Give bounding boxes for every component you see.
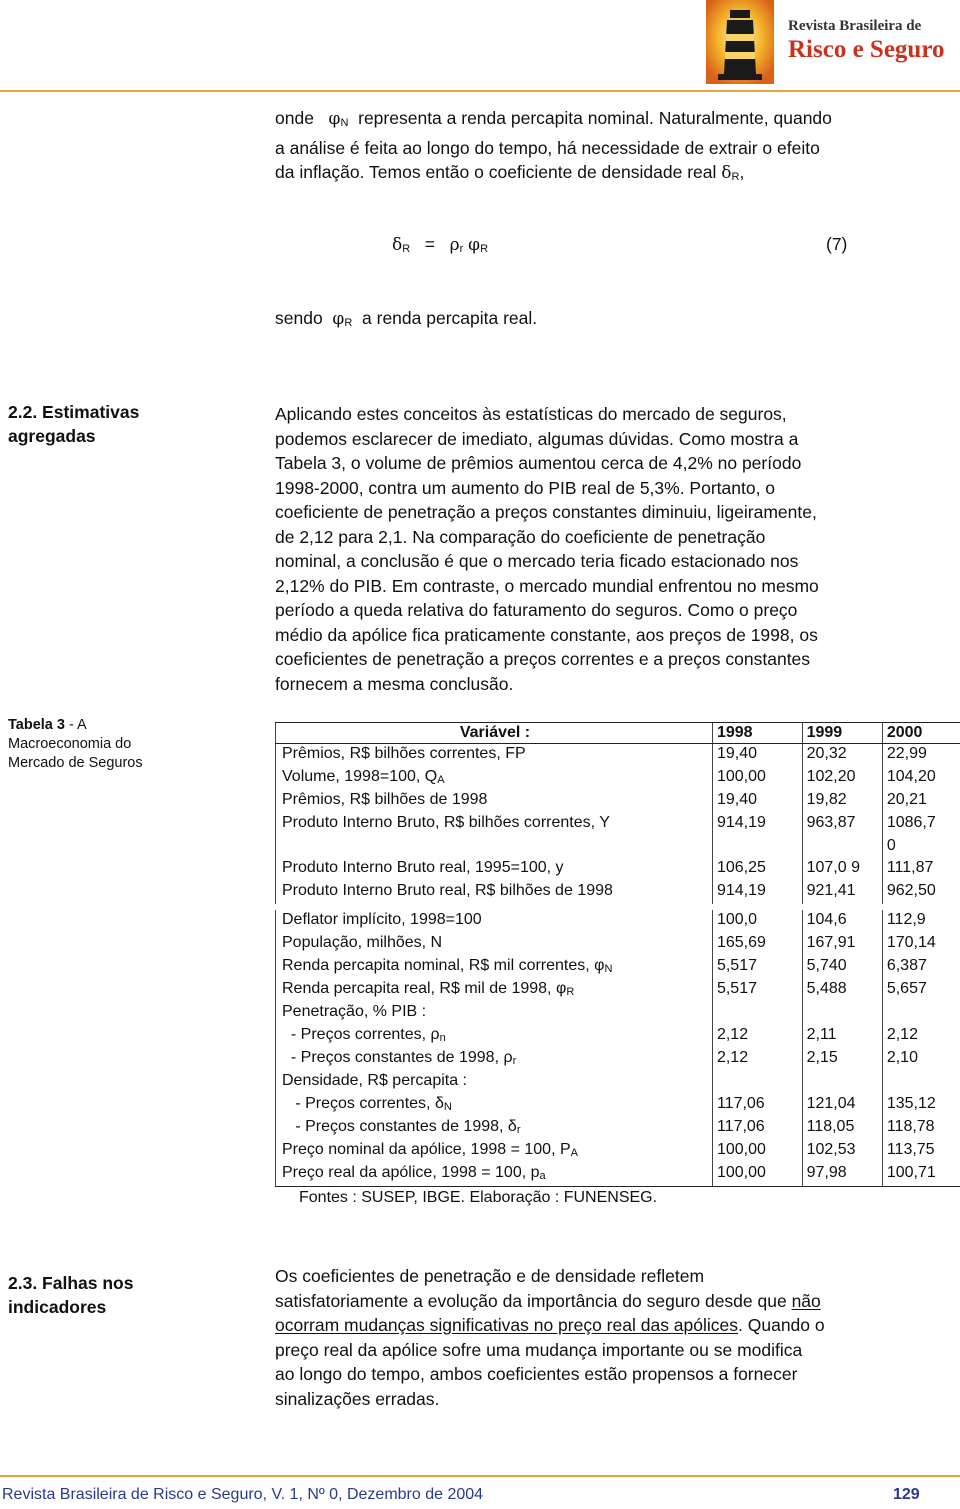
- row-value: [712, 881, 802, 904]
- row-value: [802, 858, 882, 881]
- cell-text: 104,6: [806, 911, 847, 928]
- row-value: [882, 956, 960, 979]
- row-label: [276, 1117, 713, 1140]
- cell-text: 118,78: [886, 1118, 935, 1135]
- row-value: [882, 836, 960, 858]
- journal-logo: [700, 0, 950, 84]
- row-label: [276, 1094, 713, 1117]
- subscript: N: [340, 117, 349, 129]
- cell-text: 170,14: [886, 934, 936, 951]
- cell-text: Volume, 1998=100, Q: [282, 768, 438, 785]
- row-label: [276, 1140, 713, 1163]
- body-line: Os coeficientes de penetração e de densidade refletem: [275, 1266, 705, 1286]
- body-line: coeficientes de penetração a preços correntes e a preços constantes: [275, 649, 811, 669]
- row-value: [712, 1071, 802, 1094]
- table-caption: [8, 716, 143, 773]
- sendo-line: [275, 306, 537, 336]
- row-value: [712, 1163, 802, 1187]
- table-row: [276, 979, 960, 1002]
- cell-text: 22,99: [886, 745, 927, 762]
- row-value: [802, 1163, 882, 1187]
- row-value: [882, 933, 960, 956]
- cell-text: 100,71: [886, 1164, 936, 1181]
- cell-text: 20,32: [806, 745, 847, 762]
- body-line: podemos esclarecer de imediato, algumas dúvidas. Como mostra a: [275, 428, 799, 449]
- header-cell: 2000: [882, 723, 960, 744]
- row-label: [276, 836, 713, 858]
- row-value: [712, 933, 802, 956]
- cell-text: 0: [886, 837, 896, 854]
- section-22-body: [275, 402, 955, 696]
- table-row: [276, 1025, 960, 1048]
- subscript: A: [570, 1147, 578, 1159]
- equation-7: [392, 232, 488, 262]
- cell-text: 106,25: [716, 859, 766, 876]
- intro-text: onde: [275, 108, 314, 128]
- row-label: [276, 933, 713, 956]
- cell-text: 107,0 9: [806, 859, 860, 876]
- body-line: 1998-2000, contra um aumento do PIB real de 5,3%. Portanto, o: [275, 477, 776, 498]
- equation-number: (7): [826, 234, 848, 254]
- cell-text: 914,19: [716, 882, 766, 899]
- body-line: ao longo do tempo, ambos coeficientes estão propensos a fornecer: [275, 1364, 798, 1384]
- logo-line1: Revista Brasileira de: [788, 18, 922, 34]
- table-row: [276, 1140, 960, 1163]
- row-label: [276, 979, 713, 1002]
- row-value: [802, 1025, 882, 1048]
- phi-symbol: φ: [468, 235, 481, 255]
- row-value: [882, 1048, 960, 1071]
- row-value: [802, 790, 882, 813]
- cell-text: Penetração, % PIB :: [282, 1003, 427, 1020]
- caption-label: Tabela 3: [8, 717, 65, 733]
- caption-text: - A: [64, 717, 87, 733]
- row-value: [802, 956, 882, 979]
- row-value: [712, 744, 802, 768]
- table-row: [276, 1117, 960, 1140]
- body-text: satisfatoriamente a evolução da importância do seguro desde que: [275, 1290, 792, 1311]
- footer-citation: Revista Brasileira de Risco e Seguro, V. 1, Nº 0, Dezembro de 2004: [2, 1486, 484, 1503]
- body-line: nominal, a conclusão é que o mercado teria ficado estacionado nos: [275, 551, 799, 571]
- data-table: [275, 722, 960, 1187]
- row-label: [276, 813, 713, 836]
- footer-rule: [0, 1475, 960, 1477]
- cell-text: 2,12: [716, 1026, 749, 1043]
- row-label: [276, 910, 713, 933]
- row-value: [802, 1094, 882, 1117]
- row-label: [276, 1002, 713, 1025]
- row-value: [882, 858, 960, 881]
- delta-symbol: δ: [721, 163, 732, 183]
- row-label: [276, 767, 713, 790]
- equals-sign: =: [424, 234, 436, 254]
- row-value: [712, 910, 802, 933]
- intro-text: a análise é feita ao longo do tempo, há necessidade de extrair o efeito: [275, 137, 820, 158]
- subscript: R: [480, 243, 489, 255]
- cell-text: 167,91: [806, 934, 856, 951]
- table-row: [276, 858, 960, 881]
- row-value: [712, 1140, 802, 1163]
- cell-text: 104,20: [886, 768, 936, 785]
- row-value: [802, 813, 882, 836]
- cell-text: 97,98: [806, 1164, 847, 1181]
- cell-text: - Preços correntes, ρ: [282, 1026, 440, 1043]
- table-row: [276, 1048, 960, 1071]
- row-value: [712, 1048, 802, 1071]
- cell-text: 121,04: [806, 1095, 856, 1112]
- cell-text: Prêmios, R$ bilhões de 1998: [282, 791, 488, 808]
- row-label: [276, 790, 713, 813]
- caption-text: Mercado de Seguros: [8, 755, 143, 771]
- cell-text: 117,06: [716, 1118, 765, 1135]
- row-value: [712, 1117, 802, 1140]
- row-value: [712, 1094, 802, 1117]
- row-label: [276, 1048, 713, 1071]
- table-row: [276, 813, 960, 836]
- cell-text: 117,06: [716, 1095, 765, 1112]
- page-number: 129: [893, 1486, 920, 1503]
- sendo-text: a renda percapita real.: [362, 308, 538, 328]
- cell-text: 100,00: [716, 768, 766, 785]
- cell-text: 921,41: [806, 882, 856, 899]
- cell-text: 113,75: [886, 1141, 935, 1158]
- header-cell: Variável :: [276, 723, 713, 744]
- body-line: sinalizações erradas.: [275, 1388, 440, 1409]
- cell-text: 962,50: [886, 882, 936, 899]
- heading-line: 2.2. Estimativas: [8, 402, 140, 422]
- cell-text: 20,21: [886, 791, 927, 808]
- row-value: [882, 744, 960, 768]
- cell-text: 2,10: [886, 1049, 918, 1066]
- cell-text: 19,82: [806, 791, 847, 808]
- rho-symbol: ρ: [449, 235, 460, 255]
- row-value: [882, 1117, 960, 1140]
- table-row: [276, 836, 960, 858]
- cell-text: Preço nominal da apólice, 1998 = 100, P: [282, 1141, 571, 1158]
- cell-text: 914,19: [716, 814, 766, 831]
- phi-symbol: φ: [332, 309, 345, 329]
- cell-text: - Preços constantes de 1998, δ: [282, 1118, 517, 1135]
- body-line: preço real da apólice sofre uma mudança importante ou se modifica: [275, 1339, 803, 1360]
- row-value: [712, 813, 802, 836]
- cell-text: Produto Interno Bruto, R$ bilhões correntes, Y: [282, 814, 610, 831]
- row-value: [712, 1025, 802, 1048]
- cell-text: 19,40: [716, 791, 757, 808]
- row-value: [712, 858, 802, 881]
- cell-text: 100,00: [716, 1141, 766, 1158]
- row-label: [276, 956, 713, 979]
- cell-text: 112,9: [886, 911, 926, 928]
- delta-symbol: δ: [392, 235, 403, 255]
- table-header-row: [276, 723, 960, 744]
- intro-text: ,: [739, 162, 745, 182]
- table-row: [276, 956, 960, 979]
- cell-text: - Preços constantes de 1998, ρ: [282, 1049, 513, 1066]
- row-label: [276, 858, 713, 881]
- heading-line: 2.3. Falhas nos: [8, 1273, 134, 1293]
- sendo-text: sendo: [275, 308, 323, 328]
- row-value: [802, 1002, 882, 1025]
- body-line: de 2,12 para 2,1. Na comparação do coeficiente de penetração: [275, 526, 766, 547]
- cell-text: 5,657: [886, 980, 927, 997]
- cell-text: Prêmios, R$ bilhões correntes, FP: [282, 745, 526, 762]
- phi-symbol: φ: [328, 109, 341, 129]
- row-value: [882, 881, 960, 904]
- cell-text: 2,11: [806, 1026, 837, 1043]
- underlined-text: não: [791, 1290, 821, 1311]
- cell-text: 100,0: [716, 911, 757, 928]
- row-value: [882, 910, 960, 933]
- cell-text: População, milhões, N: [282, 934, 443, 951]
- cell-text: 135,12: [886, 1095, 936, 1112]
- body-line: coeficiente de penetração a preços constantes diminuiu, ligeiramente,: [275, 502, 817, 522]
- row-label: [276, 1025, 713, 1048]
- row-value: [802, 933, 882, 956]
- macro-table: [275, 722, 960, 1207]
- subscript: R: [344, 317, 353, 329]
- cell-text: 2,12: [886, 1026, 918, 1043]
- subscript: a: [539, 1170, 546, 1182]
- row-value: [882, 813, 960, 836]
- row-value: [882, 1140, 960, 1163]
- body-line: 2,12% do PIB. Em contraste, o mercado mundial enfrentou no mesmo: [275, 575, 819, 596]
- row-label: [276, 1163, 713, 1187]
- cell-text: 19,40: [716, 745, 757, 762]
- row-value: [712, 1002, 802, 1025]
- cell-text: 102,53: [806, 1141, 856, 1158]
- row-value: [802, 1048, 882, 1071]
- table-source: Fontes : SUSEP, IBGE. Elaboração : FUNENSEG.: [299, 1189, 658, 1206]
- subscript: A: [437, 774, 445, 786]
- header-rule: [0, 90, 960, 92]
- table-row: [276, 881, 960, 904]
- cell-text: Renda percapita nominal, R$ mil correntes, φ: [282, 957, 605, 974]
- row-value: [882, 979, 960, 1002]
- table-row: [276, 1002, 960, 1025]
- cell-text: 5,517: [716, 957, 757, 974]
- row-value: [712, 790, 802, 813]
- row-value: [802, 744, 882, 768]
- row-value: [882, 1094, 960, 1117]
- table-row: [276, 767, 960, 790]
- body-line: Aplicando estes conceitos às estatísticas do mercado de seguros,: [275, 404, 787, 424]
- cell-text: 1086,7: [886, 814, 936, 831]
- cell-text: Renda percapita real, R$ mil de 1998, φ: [282, 980, 567, 997]
- intro-text: representa a renda percapita nominal. Naturalmente, quando: [358, 108, 832, 128]
- header-cell: 1999: [802, 723, 882, 744]
- cell-text: Preço real da apólice, 1998 = 100, p: [282, 1164, 540, 1181]
- logo-line2: Risco e Seguro: [788, 36, 945, 63]
- row-value: [802, 1117, 882, 1140]
- table-row: [276, 1094, 960, 1117]
- heading-line: indicadores: [8, 1297, 107, 1317]
- intro-text: da inflação. Temos então o coeficiente de densidade real: [275, 162, 717, 182]
- header-cell: 1998: [712, 723, 802, 744]
- cell-text: Produto Interno Bruto real, 1995=100, y: [282, 859, 564, 876]
- subscript: r: [516, 1124, 521, 1136]
- cell-text: 118,05: [806, 1118, 855, 1135]
- body-line: período a queda relativa do faturamento do seguros. Como o preço: [275, 600, 798, 620]
- cell-text: 5,488: [806, 980, 847, 997]
- table-row: [276, 910, 960, 933]
- row-value: [802, 881, 882, 904]
- row-value: [712, 836, 802, 858]
- cell-text: 2,15: [806, 1049, 838, 1066]
- body-line: Tabela 3, o volume de prêmios aumentou cerca de 4,2% no período: [275, 453, 802, 473]
- row-value: [712, 956, 802, 979]
- underlined-text: ocorram mudanças significativas no preço real das apólices: [275, 1315, 739, 1335]
- subscript: N: [604, 963, 613, 975]
- cell-text: 100,00: [716, 1164, 766, 1181]
- row-value: [802, 767, 882, 790]
- table-row: [276, 1071, 960, 1094]
- row-value: [712, 767, 802, 790]
- section-23-body: [275, 1264, 955, 1411]
- row-value: [802, 910, 882, 933]
- subscript: n: [439, 1032, 446, 1044]
- subscript: R: [566, 986, 575, 998]
- row-value: [882, 1163, 960, 1187]
- cell-text: 102,20: [806, 768, 856, 785]
- row-value: [712, 979, 802, 1002]
- row-value: [882, 767, 960, 790]
- cell-text: 165,69: [716, 934, 766, 951]
- subscript: r: [512, 1055, 517, 1067]
- body-line: médio da apólice fica praticamente constante, aos preços de 1998, os: [275, 624, 818, 645]
- caption-text: Macroeconomia do: [8, 736, 132, 752]
- row-value: [802, 836, 882, 858]
- subscript: N: [443, 1101, 452, 1113]
- row-value: [882, 1071, 960, 1094]
- row-value: [882, 790, 960, 813]
- cell-text: 2,12: [716, 1049, 749, 1066]
- cell-text: Deflator implícito, 1998=100: [282, 911, 482, 928]
- row-value: [882, 1025, 960, 1048]
- table-row: [276, 790, 960, 813]
- cell-text: 6,387: [886, 957, 927, 974]
- body-line: fornecem a mesma conclusão.: [275, 673, 514, 694]
- subscript: R: [402, 243, 411, 255]
- body-text: . Quando o: [738, 1315, 825, 1335]
- table-row: [276, 744, 960, 768]
- table-row: [276, 1163, 960, 1187]
- cell-text: Produto Interno Bruto real, R$ bilhões de 1998: [282, 882, 613, 899]
- cell-text: 111,87: [886, 859, 934, 876]
- row-value: [882, 1002, 960, 1025]
- cell-text: Densidade, R$ percapita :: [282, 1072, 467, 1089]
- row-value: [802, 979, 882, 1002]
- row-label: [276, 881, 713, 904]
- heading-line: agregadas: [8, 426, 96, 446]
- row-value: [802, 1140, 882, 1163]
- cell-text: 5,740: [806, 957, 847, 974]
- subscript: R: [731, 171, 740, 183]
- intro-paragraph: [275, 106, 945, 190]
- row-label: [276, 744, 713, 768]
- cell-text: - Preços correntes, δ: [282, 1095, 444, 1112]
- cell-text: 5,517: [716, 980, 757, 997]
- cell-text: 963,87: [806, 814, 856, 831]
- row-label: [276, 1071, 713, 1094]
- subscript: r: [459, 243, 464, 255]
- section-23-heading: [8, 1271, 133, 1319]
- table-row: [276, 933, 960, 956]
- row-value: [802, 1071, 882, 1094]
- section-22-heading: [8, 400, 139, 448]
